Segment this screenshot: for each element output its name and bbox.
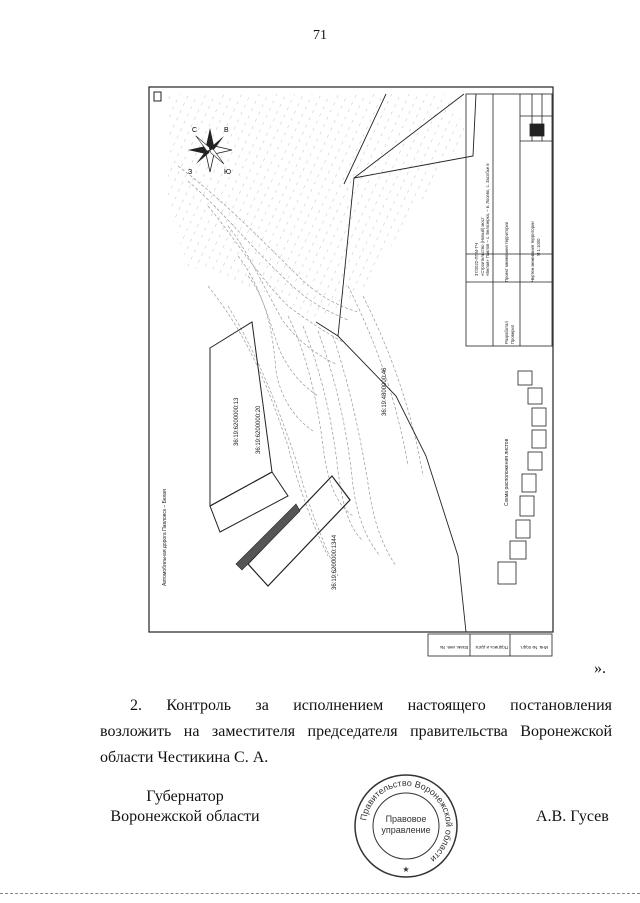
compass-north-label: С	[192, 127, 198, 134]
title-block	[466, 94, 552, 346]
svg-text:★: ★	[402, 865, 410, 874]
signatory-title-line-1: Губернатор	[146, 788, 224, 805]
scheme-title: Схема расположения листов	[504, 438, 510, 506]
hatched-area	[168, 94, 466, 318]
paragraph-line-3: области Честикина С. А.	[100, 749, 269, 766]
signatory-title-line-2: Воронежской области	[110, 808, 260, 825]
paragraph-line-2: возложить на заместителя председателя правительства Воронежской	[100, 723, 612, 740]
svg-text:Правительство Воронежской обла: Правительство Воронежской области	[358, 777, 455, 865]
parcel-label-2: 36:19:6200000:13	[234, 397, 240, 446]
strip-label-3: Взам. инв. №	[440, 645, 468, 650]
title-role-1: Разработал	[504, 321, 509, 344]
strip-label-2: Подпись и дата	[475, 645, 508, 650]
title-project-1: «Строительство (Новый) мост	[480, 217, 485, 276]
title-role-2: Проверил	[510, 324, 515, 344]
road-label: Автомобильная дорога Павловск – Белая	[162, 489, 168, 586]
title-sheet-2: Чертеж межевания территории	[530, 221, 535, 282]
compass-east-label: В	[224, 127, 229, 134]
parcel-label-3: 36:19:6200000:20	[256, 405, 262, 454]
svg-text:управление: управление	[381, 825, 431, 835]
paragraph-line-1: 2. Контроль за исполнением настоящего постановления	[130, 697, 612, 714]
parcel-1	[210, 322, 272, 506]
closing-quote: ».	[594, 660, 606, 677]
title-code: 37/2022-ППМ-ТЧ	[474, 243, 479, 276]
official-seal	[352, 772, 460, 880]
footer-rule	[0, 893, 640, 894]
signatory-name: А.В. Гусев	[536, 808, 609, 825]
cadastral-drawing	[148, 86, 554, 658]
title-scale: М 1:1000	[536, 238, 541, 256]
parcel-label-4: 36:19:6200000:1344	[332, 534, 338, 590]
page-number: 71	[313, 28, 327, 43]
svg-text:Правовое: Правовое	[385, 814, 427, 824]
parcel-label-1: 36:19:4800000:46	[382, 367, 388, 416]
title-sheet-1: Проект межевания территории	[504, 221, 509, 282]
left-strip	[428, 634, 552, 656]
strip-label-1: Инв. № подл.	[519, 645, 548, 650]
title-project-2: «Белая» Павлов – с. Белозерка, – в. Лосево, с. Засобье в	[485, 163, 490, 276]
compass-west-label: З	[188, 169, 193, 176]
compass-south-label: Ю	[224, 169, 232, 176]
